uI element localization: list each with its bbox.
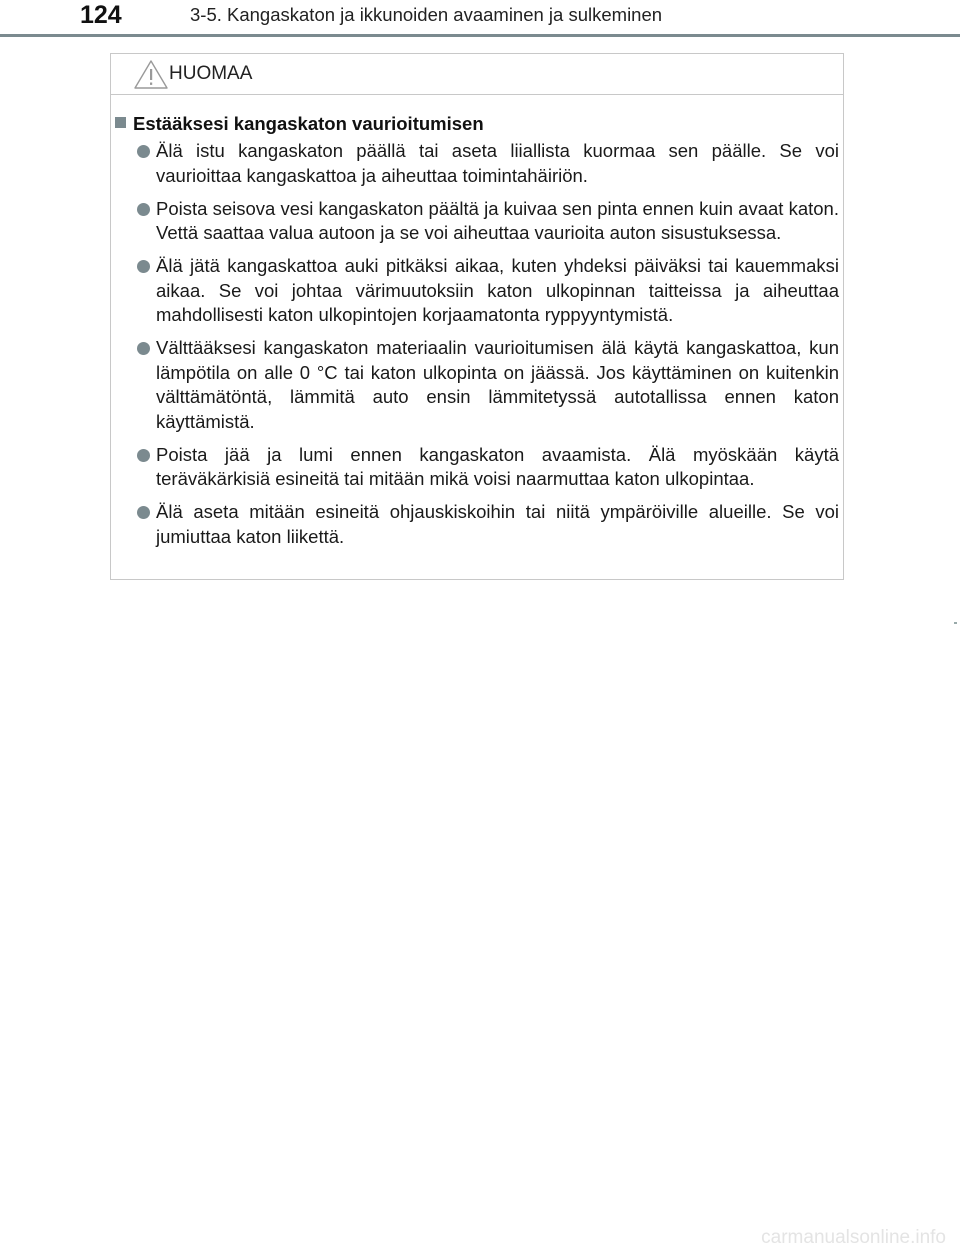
list-item-text: Poista seisova vesi kangaskaton päältä ja kuivaa sen pinta ennen kuin avaat katon. Vettä saattaa valua autoon ja se voi aiheuttaa vaurioita auton sisustuksessa. — [156, 197, 839, 243]
list-item-text: Älä jätä kangaskattoa auki pitkäksi aikaa, kuten yhdeksi päiväksi tai kauemmaksi aikaa. Se voi johtaa värimuutoksiin katon ulkopinnan taitteissa ja aiheuttaa mahdollisesti katon ulkopintojen korjaamatonta ryppyyntymistä. — [156, 255, 839, 325]
list-item — [135, 336, 839, 434]
circle-bullet-icon — [137, 342, 150, 355]
notice-subheading — [115, 113, 484, 135]
edge-mark — [954, 622, 957, 624]
page-header — [0, 0, 960, 38]
notice-label: HUOMAA — [169, 63, 253, 84]
page-number: 124 — [80, 1, 122, 29]
header-rule — [0, 34, 960, 37]
list-item — [135, 500, 839, 549]
circle-bullet-icon — [137, 203, 150, 216]
list-item — [135, 443, 839, 492]
list-item-text: Älä istu kangaskaton päällä tai aseta liiallista kuormaa sen päälle. Se voi vaurioittaa kangaskattoa ja aiheuttaa toimintahäiriön. — [156, 140, 839, 186]
notice-header — [111, 54, 843, 95]
watermark: carmanualsonline.info — [761, 1227, 946, 1248]
circle-bullet-icon — [137, 506, 150, 519]
circle-bullet-icon — [137, 260, 150, 273]
square-bullet-icon — [115, 117, 126, 128]
list-item-text: Välttääksesi kangaskaton materiaalin vaurioitumisen älä käytä kangaskattoa, kun lämpötila on alle 0 °C tai katon ulkopinta on jäässä. Jos käyttäminen on kuitenkin välttämätöntä, lämmitä auto ensin lämmitetyssä autotallissa ennen katon käyttämistä. — [156, 337, 839, 432]
list-item-text: Poista jää ja lumi ennen kangaskaton avaamista. Älä myöskään käytä teräväkärkisiä esineitä tai mitään mikä voisi naarmuttaa katon ulkopintaa. — [156, 443, 839, 489]
circle-bullet-icon — [137, 449, 150, 462]
circle-bullet-icon — [137, 145, 150, 158]
notice-box — [110, 53, 844, 580]
notice-subheading-text: Estääksesi kangaskaton vaurioitumisen — [133, 113, 484, 134]
warning-triangle-icon — [133, 59, 169, 90]
section-title: 3-5. Kangaskaton ja ikkunoiden avaaminen ja sulkeminen — [190, 4, 663, 25]
list-item — [135, 139, 839, 188]
bullet-list — [135, 139, 839, 558]
list-item-text: Älä aseta mitään esineitä ohjauskiskoihin tai niitä ympäröiville alueille. Se voi jumiuttaa katon liikettä. — [156, 501, 839, 547]
list-item — [135, 254, 839, 328]
list-item — [135, 197, 839, 246]
